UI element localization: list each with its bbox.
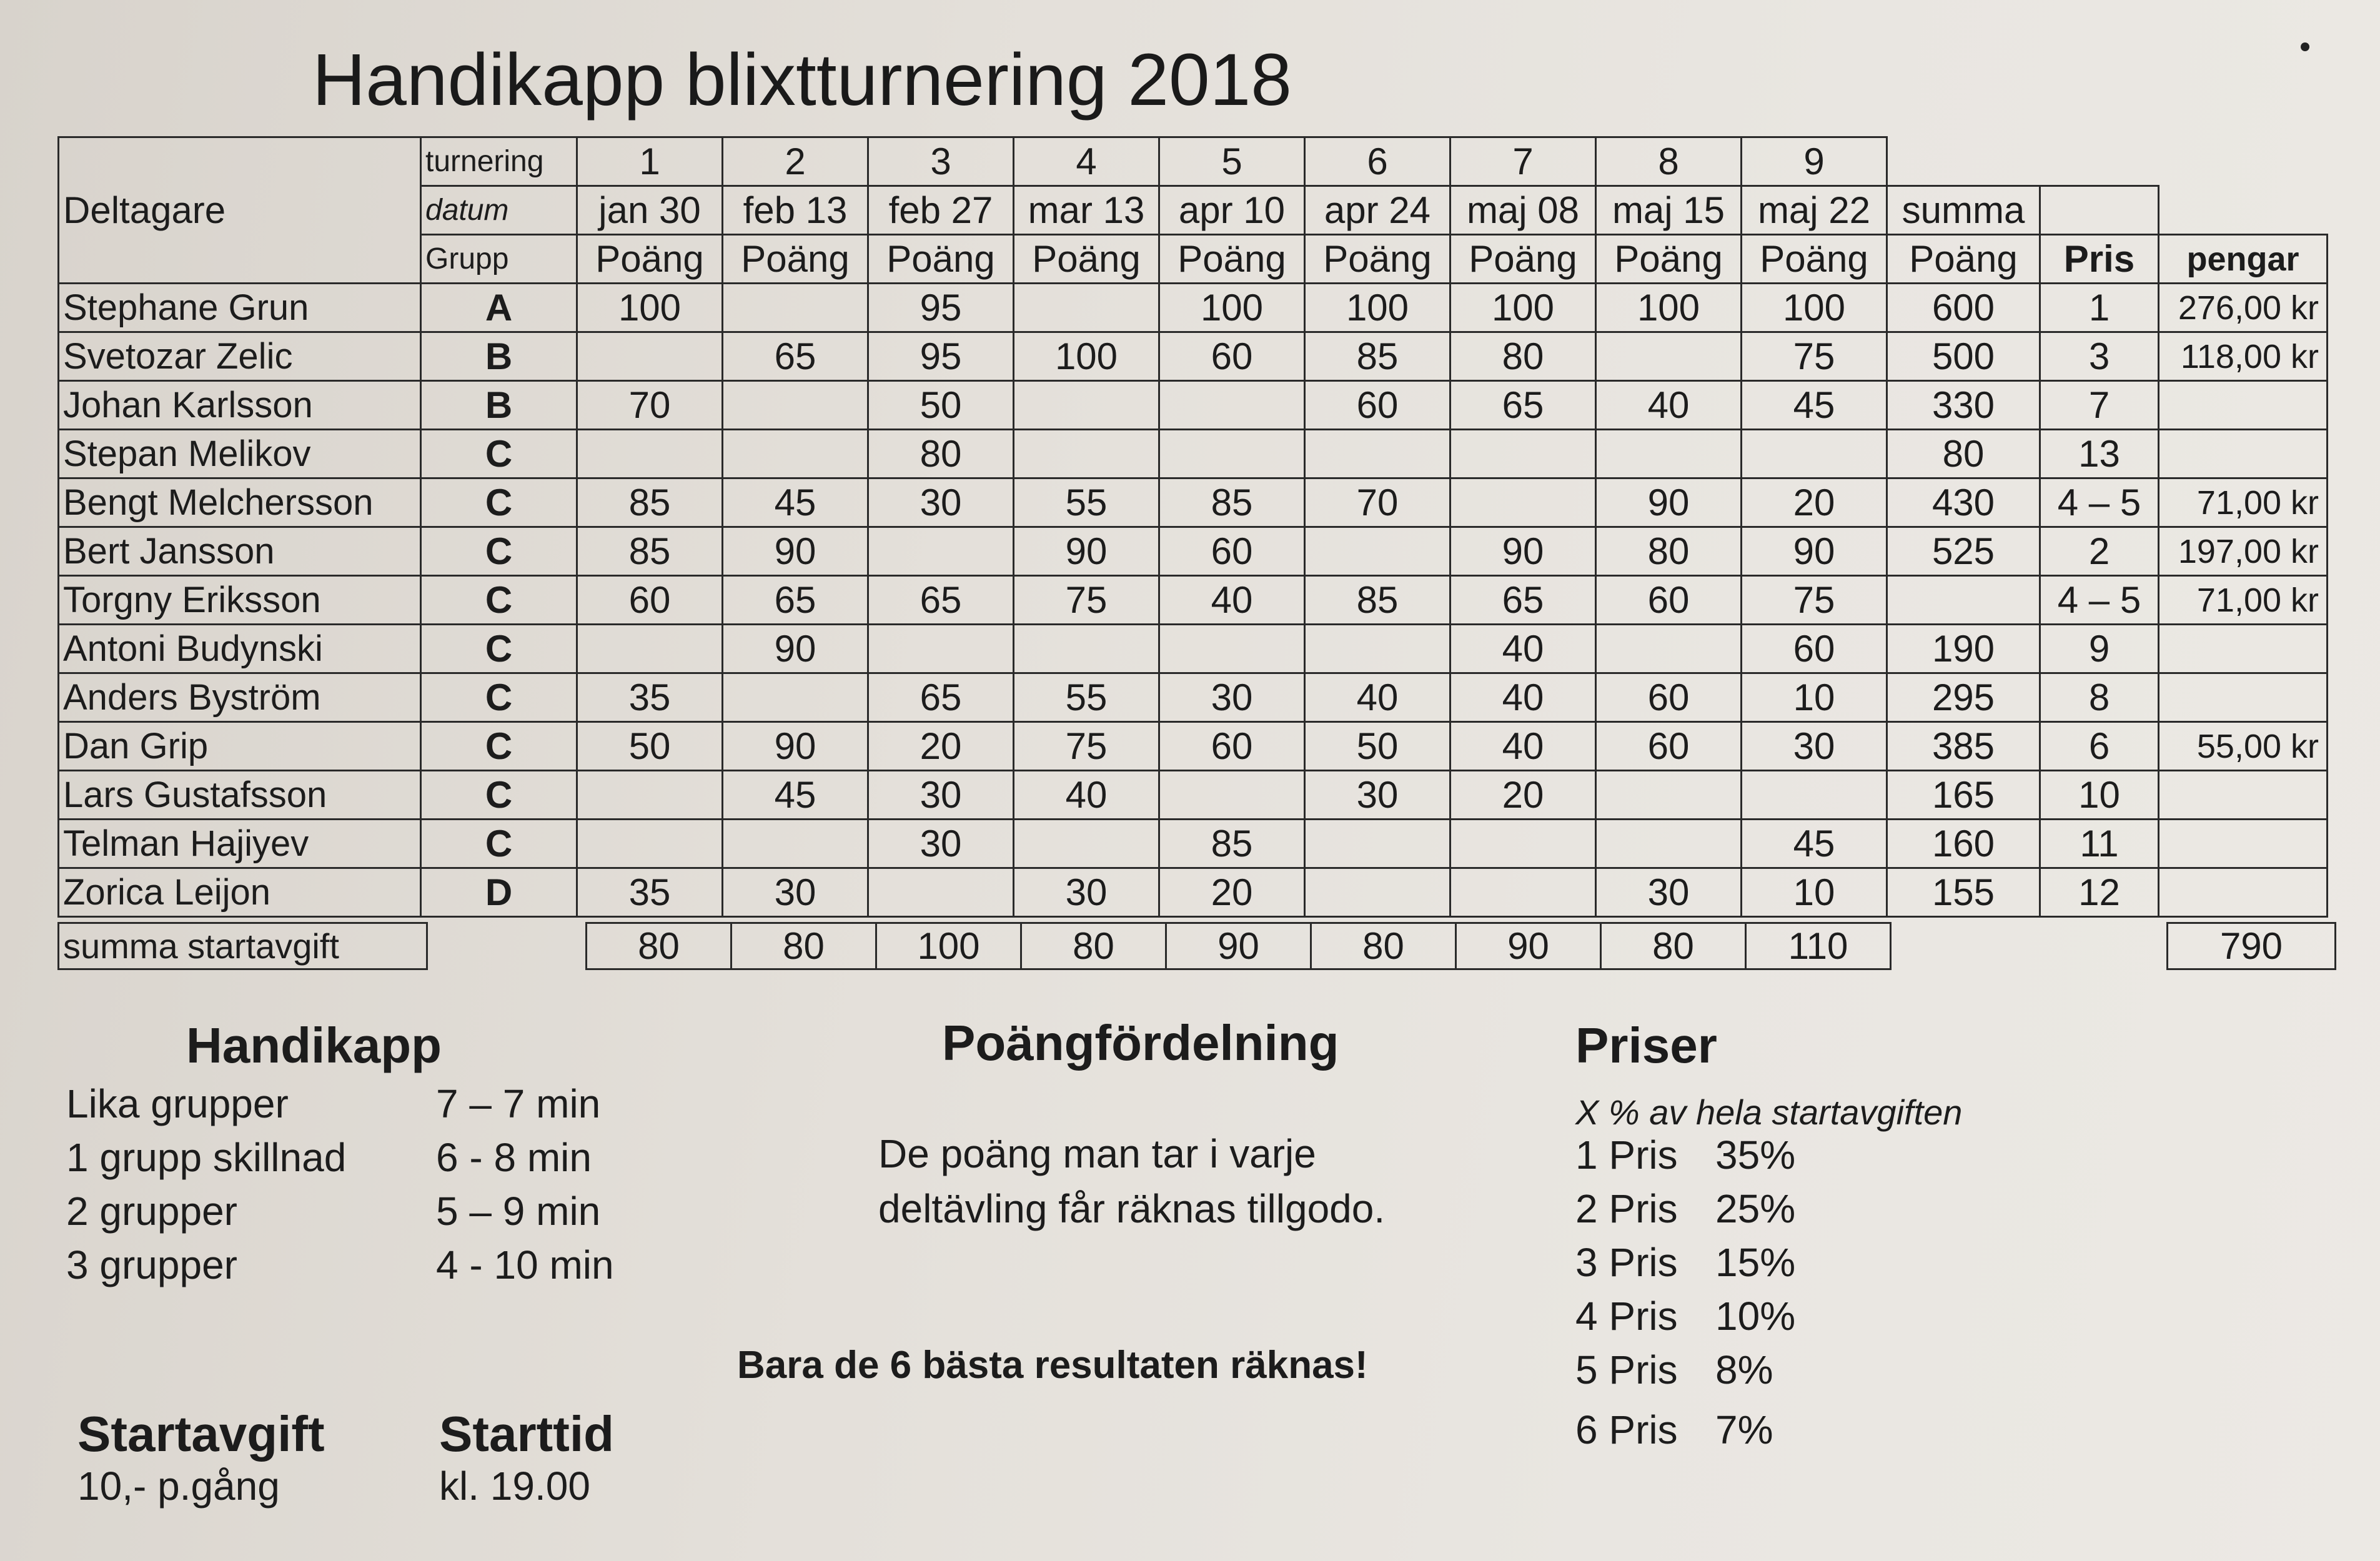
turnering-number: 1: [577, 137, 723, 186]
score-cell: 60: [1596, 576, 1742, 625]
handikapp-label: 2 grupper: [66, 1189, 237, 1234]
pengar-cell: [2159, 771, 2328, 820]
score-cell: 30: [1014, 868, 1159, 917]
score-cell: 60: [1159, 527, 1305, 576]
score-cell: 30: [868, 478, 1014, 527]
pris-label: 2 Pris: [1575, 1186, 1678, 1231]
summa-cell: 500: [1887, 332, 2040, 381]
score-cell: 80: [868, 430, 1014, 478]
poang-header: Poäng: [1596, 235, 1742, 284]
pengar-cell: 55,00 kr: [2159, 722, 2328, 771]
score-cell: [1159, 771, 1305, 820]
pengar-cell: [2159, 430, 2328, 478]
summa-header: summa: [1887, 186, 2040, 235]
score-cell: [1450, 478, 1596, 527]
score-cell: [1014, 381, 1159, 430]
participant-name: Dan Grip: [59, 722, 421, 771]
score-cell: [723, 820, 868, 868]
pris-label: 6 Pris: [1575, 1407, 1678, 1452]
score-cell: 90: [1450, 527, 1596, 576]
summa-cell: 190: [1887, 625, 2040, 673]
score-cell: [868, 527, 1014, 576]
table-row: [59, 527, 2328, 576]
turnering-number: 8: [1596, 137, 1742, 186]
score-cell: [868, 625, 1014, 673]
pris-cell: 9: [2040, 625, 2159, 673]
score-cell: 50: [577, 722, 723, 771]
score-cell: 55: [1014, 478, 1159, 527]
fees-gap: [427, 923, 587, 969]
header-blank: [2159, 186, 2328, 235]
pris-cell: 10: [2040, 771, 2159, 820]
startavgift-cell: 80: [587, 923, 731, 969]
pris-header: Pris: [2040, 235, 2159, 284]
participant-name: Lars Gustafsson: [59, 771, 421, 820]
pris-cell: 6: [2040, 722, 2159, 771]
pengar-cell: [2159, 868, 2328, 917]
score-cell: 75: [1742, 576, 1887, 625]
score-cell: [1742, 430, 1887, 478]
score-cell: 60: [1305, 381, 1450, 430]
score-cell: 20: [868, 722, 1014, 771]
score-cell: 40: [1450, 625, 1596, 673]
page-title: Handikapp blixtturnering 2018: [312, 39, 1292, 121]
poang-header: Poäng: [1159, 235, 1305, 284]
score-cell: 30: [1742, 722, 1887, 771]
table-row: [59, 430, 2328, 478]
datum-cell: feb 13: [723, 186, 868, 235]
priser-heading: Priser: [1575, 1018, 1717, 1073]
pris-label: 4 Pris: [1575, 1294, 1678, 1339]
participant-name: Anders Byström: [59, 673, 421, 722]
handikapp-value: 5 – 9 min: [436, 1189, 601, 1234]
score-cell: 45: [723, 771, 868, 820]
score-cell: 45: [723, 478, 868, 527]
pris-cell: 12: [2040, 868, 2159, 917]
participant-name: Antoni Budynski: [59, 625, 421, 673]
score-cell: 65: [723, 576, 868, 625]
participant-name: Bert Jansson: [59, 527, 421, 576]
score-cell: 65: [868, 576, 1014, 625]
pengar-cell: [2159, 625, 2328, 673]
header-blank: [1887, 137, 2328, 186]
score-cell: [1305, 868, 1450, 917]
score-cell: 75: [1014, 722, 1159, 771]
pris-percent: 8%: [1715, 1347, 1773, 1392]
score-cell: 45: [1742, 381, 1887, 430]
poang-header: Poäng: [723, 235, 868, 284]
startavgift-heading: Startavgift: [77, 1406, 325, 1462]
startavgift-label: summa startavgift: [59, 923, 427, 969]
score-cell: 60: [1596, 673, 1742, 722]
score-cell: 30: [1159, 673, 1305, 722]
score-cell: 20: [1742, 478, 1887, 527]
score-cell: 75: [1014, 576, 1159, 625]
score-cell: 35: [577, 673, 723, 722]
pengar-cell: 71,00 kr: [2159, 478, 2328, 527]
datum-cell: jan 30: [577, 186, 723, 235]
score-cell: 40: [1014, 771, 1159, 820]
table-row: [59, 332, 2328, 381]
pris-cell: 3: [2040, 332, 2159, 381]
table-row: [59, 284, 2328, 332]
participant-group: C: [421, 625, 577, 673]
score-cell: [1596, 820, 1742, 868]
poangfordelning-line2: deltävling får räknas tillgodo.: [878, 1186, 1386, 1231]
score-cell: 90: [723, 625, 868, 673]
datum-cell: maj 22: [1742, 186, 1887, 235]
score-cell: 40: [1159, 576, 1305, 625]
datum-cell: feb 27: [868, 186, 1014, 235]
turnering-number: 6: [1305, 137, 1450, 186]
score-cell: [1596, 771, 1742, 820]
participant-group: C: [421, 673, 577, 722]
score-cell: 30: [1305, 771, 1450, 820]
best-results-note: Bara de 6 bästa resultaten räknas!: [737, 1344, 1368, 1387]
participant-name: Johan Karlsson: [59, 381, 421, 430]
score-cell: [1450, 430, 1596, 478]
score-cell: [1159, 381, 1305, 430]
turnering-number: 4: [1014, 137, 1159, 186]
score-cell: [723, 284, 868, 332]
header-row-turnering: [59, 137, 2328, 186]
score-cell: 80: [1450, 332, 1596, 381]
summa-cell: 80: [1887, 430, 2040, 478]
pris-cell: 4 – 5: [2040, 576, 2159, 625]
table-row: [59, 381, 2328, 430]
score-cell: 80: [1596, 527, 1742, 576]
participant-group: C: [421, 820, 577, 868]
pris-cell: 13: [2040, 430, 2159, 478]
startavgift-cell: 90: [1166, 923, 1311, 969]
turnering-number: 5: [1159, 137, 1305, 186]
handikapp-label: 3 grupper: [66, 1242, 237, 1287]
handikapp-value: 7 – 7 min: [436, 1081, 601, 1126]
table-row: [59, 868, 2328, 917]
poang-header: Poäng: [1014, 235, 1159, 284]
priser-subtitle: X % av hela startavgiften: [1575, 1093, 1963, 1132]
score-cell: 70: [577, 381, 723, 430]
pris-label: 1 Pris: [1575, 1132, 1678, 1177]
startavgift-value: 10,- p.gång: [77, 1464, 280, 1509]
participant-group: C: [421, 478, 577, 527]
score-cell: 85: [577, 527, 723, 576]
handikapp-label: 1 grupp skillnad: [66, 1135, 347, 1180]
score-cell: [1450, 820, 1596, 868]
score-cell: 65: [723, 332, 868, 381]
score-cell: 90: [723, 722, 868, 771]
table-row: [59, 673, 2328, 722]
score-cell: [577, 771, 723, 820]
startavgift-table: [57, 922, 2336, 970]
pris-percent: 35%: [1715, 1132, 1796, 1177]
score-cell: [1305, 527, 1450, 576]
score-cell: 55: [1014, 673, 1159, 722]
pris-percent: 10%: [1715, 1294, 1796, 1339]
handikapp-heading: Handikapp: [186, 1018, 442, 1073]
startavgift-cell: 80: [1311, 923, 1456, 969]
handikapp-value: 4 - 10 min: [436, 1242, 614, 1287]
score-cell: [723, 673, 868, 722]
score-cell: [1596, 430, 1742, 478]
pris-label: 5 Pris: [1575, 1347, 1678, 1392]
table-row: [59, 771, 2328, 820]
score-cell: 100: [1742, 284, 1887, 332]
score-cell: 35: [577, 868, 723, 917]
score-cell: [1742, 771, 1887, 820]
poang-header: Poäng: [1887, 235, 2040, 284]
score-cell: 90: [1742, 527, 1887, 576]
datum-cell: maj 08: [1450, 186, 1596, 235]
score-cell: 100: [1450, 284, 1596, 332]
participant-group: C: [421, 430, 577, 478]
fees-gap: [1891, 923, 2168, 969]
summa-cell: 600: [1887, 284, 2040, 332]
pris-cell: 11: [2040, 820, 2159, 868]
score-cell: 10: [1742, 673, 1887, 722]
score-cell: 90: [723, 527, 868, 576]
turnering-number: 9: [1742, 137, 1887, 186]
score-cell: 40: [1450, 673, 1596, 722]
pris-cell: 7: [2040, 381, 2159, 430]
score-cell: 60: [1159, 722, 1305, 771]
score-cell: 85: [577, 478, 723, 527]
table-row: [59, 478, 2328, 527]
summa-cell: 295: [1887, 673, 2040, 722]
participant-name: Torgny Eriksson: [59, 576, 421, 625]
score-cell: 65: [1450, 576, 1596, 625]
score-cell: 30: [868, 820, 1014, 868]
participant-group: D: [421, 868, 577, 917]
participant-name: Bengt Melchersson: [59, 478, 421, 527]
score-cell: 60: [1159, 332, 1305, 381]
score-cell: [1159, 625, 1305, 673]
score-cell: 90: [1014, 527, 1159, 576]
pengar-cell: 71,00 kr: [2159, 576, 2328, 625]
startavgift-cell: 100: [876, 923, 1021, 969]
participant-group: C: [421, 771, 577, 820]
startavgift-cell: 80: [1601, 923, 1746, 969]
score-cell: 45: [1742, 820, 1887, 868]
participant-group: C: [421, 576, 577, 625]
score-cell: [1014, 430, 1159, 478]
pris-percent: 7%: [1715, 1407, 1773, 1452]
score-cell: 65: [1450, 381, 1596, 430]
starttid-value: kl. 19.00: [439, 1464, 590, 1509]
participant-group: B: [421, 332, 577, 381]
datum-cell: apr 24: [1305, 186, 1450, 235]
score-cell: 30: [868, 771, 1014, 820]
score-cell: 70: [1305, 478, 1450, 527]
score-cell: 40: [1450, 722, 1596, 771]
datum-label: datum: [421, 186, 577, 235]
score-cell: [577, 332, 723, 381]
score-cell: 95: [868, 284, 1014, 332]
pris-label: 3 Pris: [1575, 1240, 1678, 1285]
score-cell: 40: [1596, 381, 1742, 430]
score-cell: [1014, 820, 1159, 868]
summa-cell: 165: [1887, 771, 2040, 820]
poang-header: Poäng: [868, 235, 1014, 284]
participant-name: Stepan Melikov: [59, 430, 421, 478]
grupp-label: Grupp: [421, 235, 577, 284]
score-cell: 100: [1596, 284, 1742, 332]
table-row: [59, 625, 2328, 673]
score-cell: 100: [577, 284, 723, 332]
score-cell: 100: [1014, 332, 1159, 381]
startavgift-cell: 80: [1021, 923, 1166, 969]
poang-header: Poäng: [1305, 235, 1450, 284]
participant-group: C: [421, 527, 577, 576]
score-cell: 85: [1305, 576, 1450, 625]
participant-group: C: [421, 722, 577, 771]
poangfordelning-heading: Poängfördelning: [942, 1015, 1339, 1071]
score-cell: 30: [1596, 868, 1742, 917]
score-cell: 50: [1305, 722, 1450, 771]
score-cell: 85: [1159, 478, 1305, 527]
score-cell: 95: [868, 332, 1014, 381]
score-cell: 85: [1305, 332, 1450, 381]
score-cell: [1159, 430, 1305, 478]
score-cell: [1305, 430, 1450, 478]
score-cell: 90: [1596, 478, 1742, 527]
score-cell: 10: [1742, 868, 1887, 917]
participant-name: Zorica Leijon: [59, 868, 421, 917]
summa-cell: 160: [1887, 820, 2040, 868]
participant-name: Stephane Grun: [59, 284, 421, 332]
score-cell: [577, 625, 723, 673]
score-cell: [1450, 868, 1596, 917]
pris-percent: 25%: [1715, 1186, 1796, 1231]
score-cell: [1596, 625, 1742, 673]
summa-cell: 525: [1887, 527, 2040, 576]
participant-group: B: [421, 381, 577, 430]
score-cell: [577, 820, 723, 868]
table-row: [59, 576, 2328, 625]
header-blank: [2040, 186, 2159, 235]
summa-cell: 330: [1887, 381, 2040, 430]
pin-dot: [2301, 42, 2309, 51]
poang-header: Poäng: [577, 235, 723, 284]
score-cell: 60: [1742, 625, 1887, 673]
pengar-cell: [2159, 820, 2328, 868]
pengar-header: pengar: [2159, 235, 2328, 284]
pris-cell: 1: [2040, 284, 2159, 332]
deltagare-header: Deltagare: [59, 137, 421, 284]
datum-cell: maj 15: [1596, 186, 1742, 235]
summa-cell: 155: [1887, 868, 2040, 917]
pengar-cell: 197,00 kr: [2159, 527, 2328, 576]
score-cell: 60: [577, 576, 723, 625]
turnering-number: 3: [868, 137, 1014, 186]
handikapp-label: Lika grupper: [66, 1081, 289, 1126]
turnering-label: turnering: [421, 137, 577, 186]
score-cell: 40: [1305, 673, 1450, 722]
summa-cell: 430: [1887, 478, 2040, 527]
pengar-cell: 118,00 kr: [2159, 332, 2328, 381]
score-cell: [723, 381, 868, 430]
table-row: [59, 722, 2328, 771]
pengar-cell: [2159, 673, 2328, 722]
score-cell: [1305, 820, 1450, 868]
score-cell: [1014, 284, 1159, 332]
datum-cell: apr 10: [1159, 186, 1305, 235]
pris-cell: 4 – 5: [2040, 478, 2159, 527]
score-cell: 20: [1159, 868, 1305, 917]
score-cell: [723, 430, 868, 478]
participant-group: A: [421, 284, 577, 332]
pris-percent: 15%: [1715, 1240, 1796, 1285]
score-cell: 75: [1742, 332, 1887, 381]
starttid-heading: Starttid: [439, 1406, 614, 1462]
score-cell: 65: [868, 673, 1014, 722]
score-cell: 20: [1450, 771, 1596, 820]
results-table: [57, 136, 2328, 918]
pengar-cell: [2159, 381, 2328, 430]
score-cell: [1014, 625, 1159, 673]
score-cell: 60: [1596, 722, 1742, 771]
score-cell: [1305, 625, 1450, 673]
startavgift-total: 790: [2168, 923, 2336, 969]
score-cell: 50: [868, 381, 1014, 430]
pris-cell: 2: [2040, 527, 2159, 576]
pris-cell: 8: [2040, 673, 2159, 722]
score-cell: 100: [1159, 284, 1305, 332]
score-cell: 30: [723, 868, 868, 917]
score-cell: [1596, 332, 1742, 381]
pengar-cell: 276,00 kr: [2159, 284, 2328, 332]
table-row: [59, 820, 2328, 868]
participant-name: Svetozar Zelic: [59, 332, 421, 381]
datum-cell: mar 13: [1014, 186, 1159, 235]
handikapp-value: 6 - 8 min: [436, 1135, 592, 1180]
summa-cell: 385: [1887, 722, 2040, 771]
score-cell: 100: [1305, 284, 1450, 332]
poang-header: Poäng: [1450, 235, 1596, 284]
startavgift-cell: 110: [1746, 923, 1891, 969]
poang-header: Poäng: [1742, 235, 1887, 284]
score-cell: 85: [1159, 820, 1305, 868]
turnering-number: 7: [1450, 137, 1596, 186]
score-cell: [868, 868, 1014, 917]
score-cell: [577, 430, 723, 478]
participant-name: Telman Hajiyev: [59, 820, 421, 868]
poangfordelning-line1: De poäng man tar i varje: [878, 1131, 1316, 1176]
summa-cell: [1887, 576, 2040, 625]
startavgift-cell: 80: [731, 923, 876, 969]
startavgift-cell: 90: [1456, 923, 1601, 969]
turnering-number: 2: [723, 137, 868, 186]
